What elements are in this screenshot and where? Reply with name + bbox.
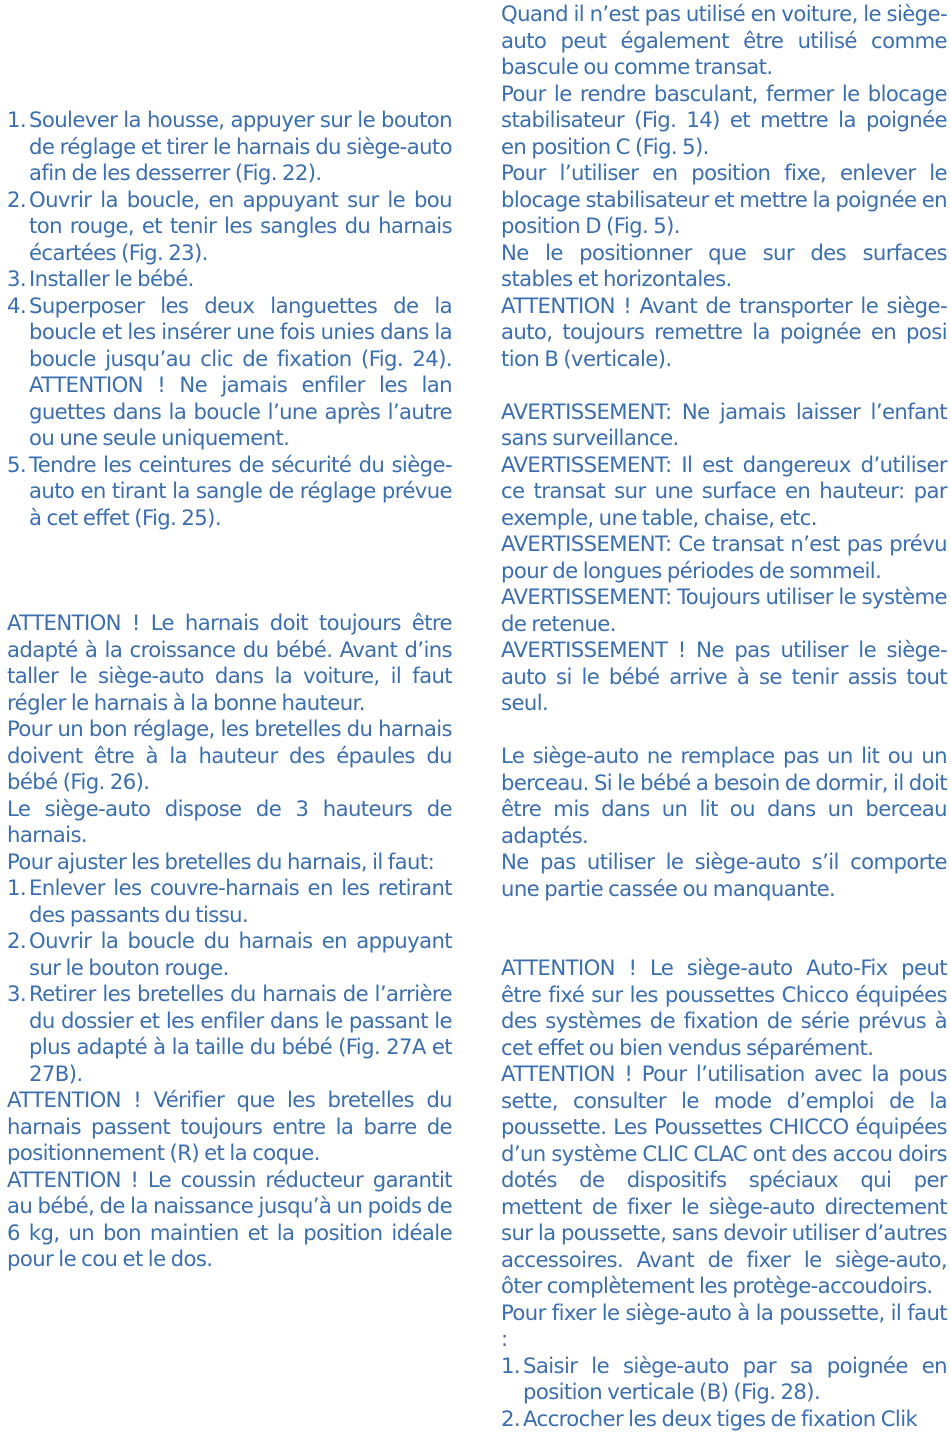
list-item: 2. Accrocher les deux tiges de fixation Clik: [501, 1406, 947, 1432]
paragraph: Quand il n’est pas utilisé en voiture, le siège-auto peut également être utilisé comme bascule ou comme transat.: [501, 1, 947, 81]
paragraph: ATTENTION ! Le harnais doit toujours être adapté à la croissance du bébé. Avant d’ins taller le siège-auto dans la voiture, il faut régler le harnais à la bonne hauteur.: [7, 610, 452, 716]
paragraph: Le siège-auto ne remplace pas un lit ou un berceau. Si le bébé a besoin de dormir, il doit être mis dans un lit ou dans un berceau adaptés.: [501, 743, 947, 849]
list-item: 1. Saisir le siège-auto par sa poignée en position verticale (B) (Fig. 28).: [501, 1353, 947, 1406]
paragraph: Ne le positionner que sur des surfaces stables et horizontales.: [501, 240, 947, 293]
text-block-stroller: [501, 955, 947, 1432]
paragraph: ATTENTION ! Le coussin réducteur garantit au bébé, de la naissance jusqu’à un poids de 6 kg, un bon maintien et la position idéale pour le cou et le dos.: [7, 1167, 452, 1273]
list-item: 1. Enlever les couvre-harnais en les retirant des passants du tissu.: [7, 875, 452, 928]
paragraph: Pour un bon réglage, les bretelles du harnais doivent être à la hauteur des épaules du bébé (Fig. 26).: [7, 716, 452, 796]
list-item: 2. Ouvrir la boucle, en appuyant sur le bou ton rouge, et tenir les sangles du harnais écartées (Fig. 23).: [7, 187, 452, 267]
stroller-steps-list: [501, 1353, 947, 1432]
paragraph: AVERTISSEMENT: Ce transat n’est pas prévu pour de longues périodes de sommeil.: [501, 531, 947, 584]
paragraph: AVERTISSEMENT: Il est dangereux d’utiliser ce transat sur une surface en hauteur: par exemple, une table, chaise, etc.: [501, 452, 947, 532]
left-column: [7, 107, 452, 531]
text-block-bed: [501, 743, 947, 902]
paragraph: Pour l’utiliser en position fixe, enlever le blocage stabilisateur et mettre la poignée en position D (Fig. 5).: [501, 160, 947, 240]
list-item: 4. Superposer les deux languettes de la boucle et les insérer une fois unies dans la boucle jusqu’au clic de fixation (Fig. 24). ATTENTION ! Ne jamais enfiler les lan guettes dans la boucle l’une après l’autre ou une seule uniquement.: [7, 293, 452, 452]
paragraph: AVERTISSEMENT ! Ne pas utiliser le siège-auto si le bébé arrive à se tenir assis tout seul.: [501, 637, 947, 717]
paragraph: Le siège-auto dispose de 3 hauteurs de harnais.: [7, 796, 452, 849]
list-item: 3. Retirer les bretelles du harnais de l’arrière du dossier et les enfiler dans le passant le plus adapté à la taille du bébé (Fig. 27A et 27B).: [7, 981, 452, 1087]
text-block-rocker: [501, 1, 947, 372]
list-item: 3. Installer le bébé.: [7, 266, 452, 293]
harness-steps-list: [7, 107, 452, 531]
text-block-warnings: [501, 399, 947, 717]
paragraph: Pour ajuster les bretelles du harnais, il faut:: [7, 849, 452, 876]
paragraph: AVERTISSEMENT: Toujours utiliser le système de retenue.: [501, 584, 947, 637]
paragraph: ATTENTION ! Vérifier que les bretelles du harnais passent toujours entre la barre de positionnement (R) et la coque.: [7, 1087, 452, 1167]
list-item: 5. Tendre les ceintures de sécurité du siège-auto en tirant la sangle de réglage prévue à cet effet (Fig. 25).: [7, 452, 452, 532]
paragraph: ATTENTION ! Le siège-auto Auto-Fix peut être fixé sur les poussettes Chicco équipées des systèmes de fixation de série prévus à cet effet ou bien vendus séparément.: [501, 955, 947, 1061]
paragraph: Pour le rendre basculant, fermer le blocage stabilisateur (Fig. 14) et mettre la poignée en position C (Fig. 5).: [501, 81, 947, 161]
list-item: 1. Soulever la housse, appuyer sur le bouton de réglage et tirer le harnais du siège-auto afin de les desserrer (Fig. 22).: [7, 107, 452, 187]
paragraph: AVERTISSEMENT: Ne jamais laisser l’enfant sans surveillance.: [501, 399, 947, 452]
list-item: 2. Ouvrir la boucle du harnais en appuyant sur le bouton rouge.: [7, 928, 452, 981]
left-column-lower: [7, 610, 452, 1273]
right-column: [501, 1, 947, 1432]
paragraph: ATTENTION ! Avant de transporter le siège-auto, toujours remettre la poignée en posi tion B (verticale).: [501, 293, 947, 373]
paragraph: ATTENTION ! Pour l’utilisation avec la pous sette, consulter le mode d’emploi de la poussette. Les Poussettes CHICCO équipées d’un système CLIC CLAC ont des accou doirs dotés de dispositifs spéciaux qui per mettent de fixer le siège-auto directement sur la poussette, sans devoir utiliser d’autres accessoires. Avant de fixer le siège-auto, ôter complètement les protège-accoudoirs.: [501, 1061, 947, 1300]
paragraph: Pour fixer le siège-auto à la poussette, il faut :: [501, 1300, 947, 1353]
harness-adjust-list: [7, 875, 452, 1087]
paragraph: Ne pas utiliser le siège-auto s’il comporte une partie cassée ou manquante.: [501, 849, 947, 902]
